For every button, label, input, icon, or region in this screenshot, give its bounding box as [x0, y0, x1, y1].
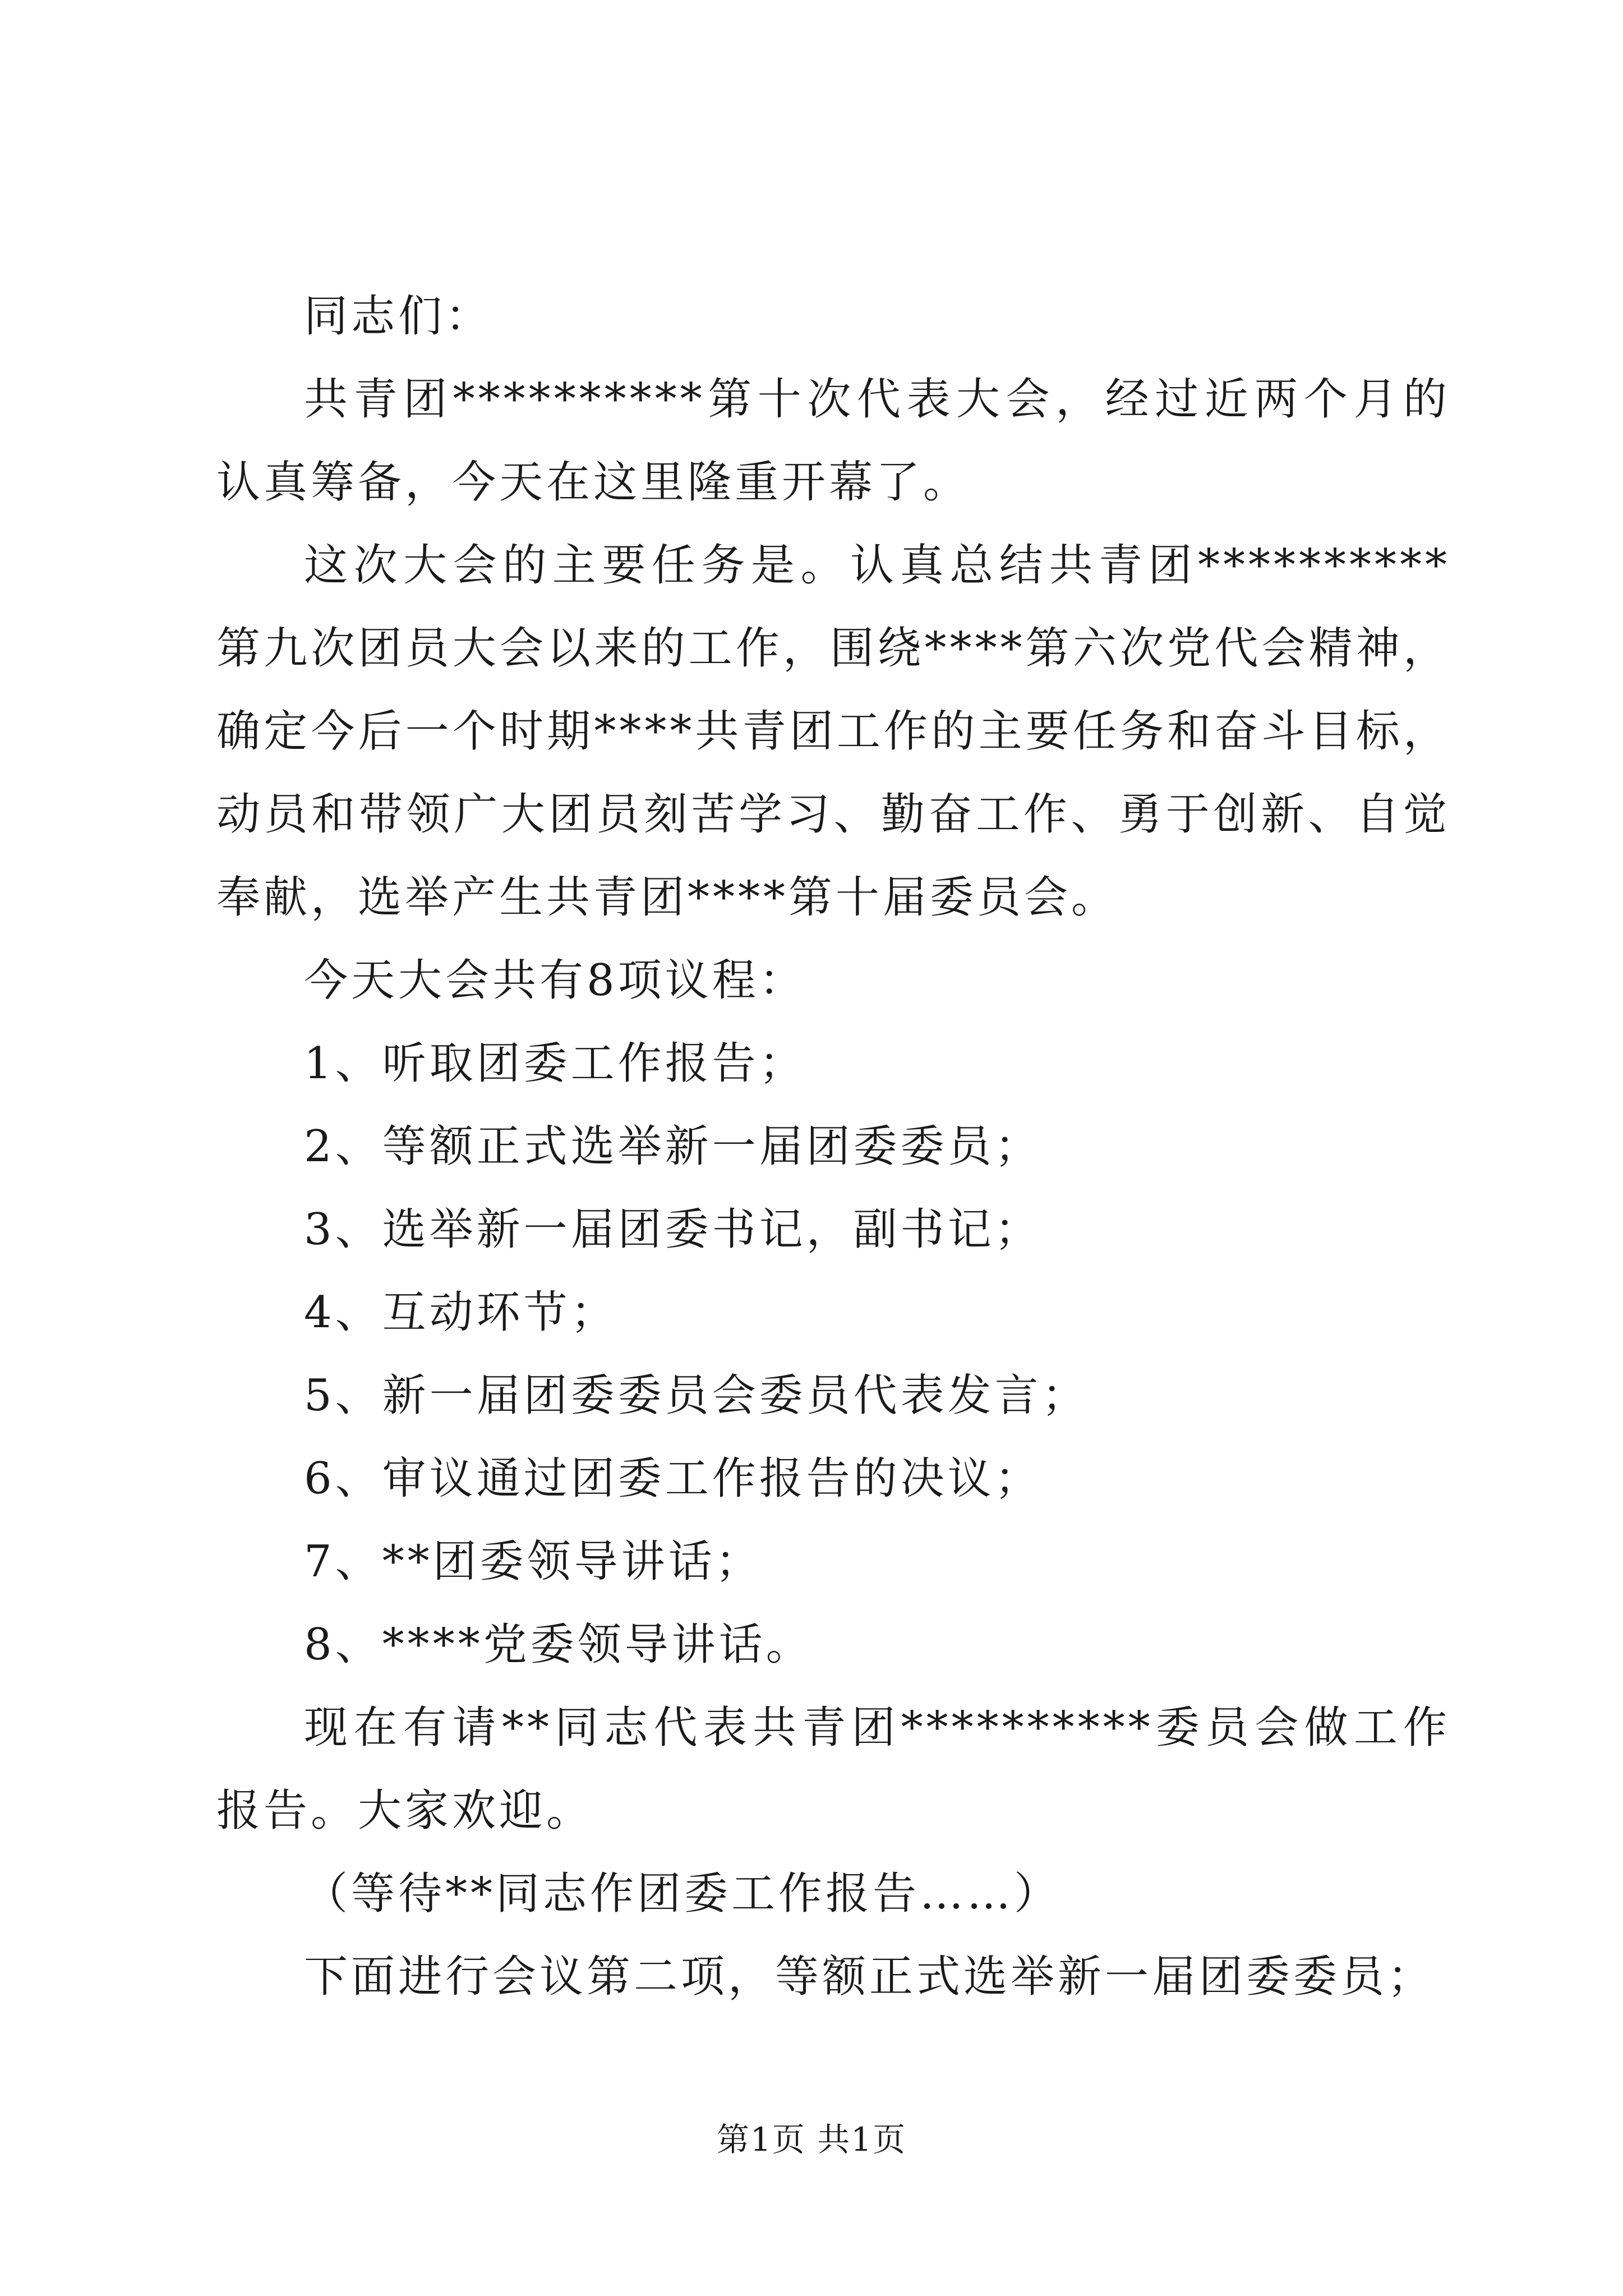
paragraph-waiting-note: （等待**同志作团委工作报告……）	[304, 1869, 1062, 1919]
page-number-footer: 第1页 共1页	[716, 2120, 907, 2159]
paragraph-opening: 共青团**********第十次代表大会，经过近两个月的认真筹备，今天在这里隆重开幕了。	[216, 374, 1450, 508]
agenda-item-3: 3、选举新一届团委书记，副书记；	[304, 1204, 1042, 1255]
agenda-heading: 今天大会共有8项议程：	[304, 955, 806, 1006]
agenda-item-5: 5、新一届团委委员会委员代表发言；	[304, 1370, 1089, 1421]
salutation: 同志们：	[304, 291, 493, 342]
agenda-item-1: 1、听取团委工作报告；	[304, 1038, 806, 1089]
paragraph-next-item: 下面进行会议第二项，等额正式选举新一届团委委员；	[304, 1952, 1435, 2002]
agenda-item-6: 6、审议通过团委工作报告的决议；	[304, 1453, 1042, 1504]
document-body	[216, 275, 1450, 2018]
agenda-item-8: 8、****党委领导讲话。	[304, 1619, 813, 1670]
agenda-item-2: 2、等额正式选举新一届团委委员；	[304, 1121, 1042, 1172]
agenda-item-7: 7、**团委领导讲话；	[304, 1536, 763, 1587]
agenda-item-4: 4、互动环节；	[304, 1287, 618, 1338]
paragraph-main-tasks: 这次大会的主要任务是。认真总结共青团**********第九次团员大会以来的工作，围绕****第六次党代会精神，确定今后一个时期****共青团工作的主要任务和奋斗目标，动员和带领广大团员刻苦学习、勤奋工作、勇于创新、自觉奉献，选举产生共青团****第十届委员会。	[216, 540, 1450, 923]
paragraph-invite-report: 现在有请**同志代表共青团**********委员会做工作报告。大家欢迎。	[216, 1703, 1450, 1836]
